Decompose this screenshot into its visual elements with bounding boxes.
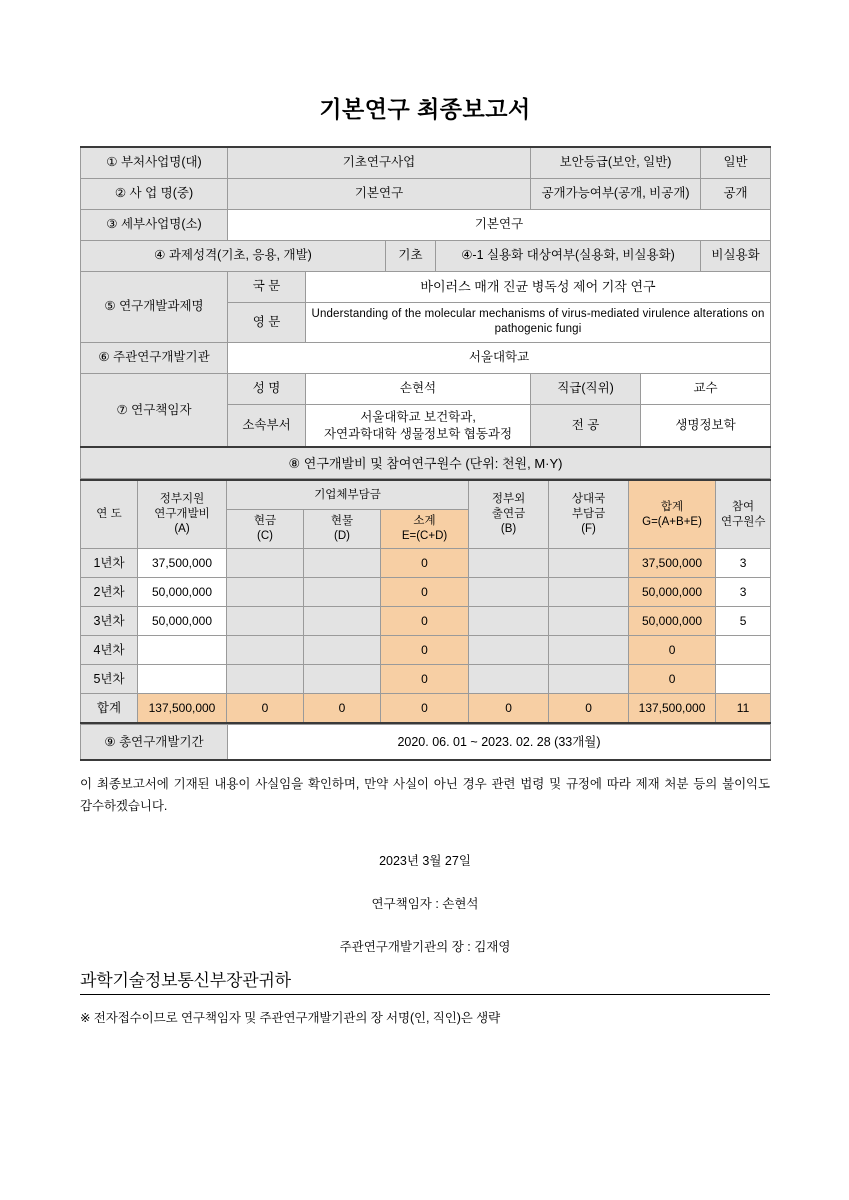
- header-foreign-line3: (F): [581, 523, 596, 536]
- budget-foreign: [549, 578, 629, 607]
- table-row: [81, 665, 771, 694]
- budget-subtotal: 0: [381, 665, 469, 694]
- confirmation-statement: 이 최종보고서에 기재된 내용이 사실임을 확인하며, 만약 사실이 아닌 경우 관련 법령 및 규정에 따라 제재 처분 등의 불이익도 감수하겠습니다.: [80, 777, 770, 814]
- label-project-title: ⑤ 연구개발과제명: [81, 271, 228, 342]
- budget-nongov: [469, 549, 549, 578]
- label-title-korean: 국 문: [228, 271, 306, 302]
- header-inkind-line1: 현물: [330, 515, 354, 528]
- value-public-disclosure: 공개: [701, 178, 771, 209]
- value-pi-major: 생명정보학: [641, 404, 771, 447]
- header-grand-total-line2: G=(A+B+E): [642, 515, 702, 528]
- budget-total-foreign: 0: [549, 694, 629, 724]
- value-title-korean: 바이러스 매개 진균 병독성 제어 기작 연구: [306, 271, 771, 302]
- header-grand-total: [629, 480, 716, 548]
- table-row: [81, 578, 771, 607]
- header-cash-line2: (C): [257, 530, 273, 543]
- table-row-sub-program: [81, 209, 771, 240]
- research-period-table: [80, 724, 771, 761]
- budget-subtotal: 0: [381, 578, 469, 607]
- budget-gov-support: 50,000,000: [138, 607, 227, 636]
- budget-inkind: [304, 578, 381, 607]
- budget-inkind: [304, 549, 381, 578]
- header-year: 연 도: [81, 480, 138, 548]
- label-pi-major: 전 공: [531, 404, 641, 447]
- table-row-research-period: [81, 725, 771, 761]
- budget-inkind: [304, 607, 381, 636]
- budget-nongov: [469, 665, 549, 694]
- header-researchers-line1: 참여: [731, 500, 755, 513]
- header-researchers: [716, 480, 771, 548]
- label-pi-department: 소속부서: [228, 404, 306, 447]
- budget-total: 0: [629, 665, 716, 694]
- header-nongov-line2: 출연금: [491, 508, 526, 521]
- budget-total: 50,000,000: [629, 607, 716, 636]
- label-host-institution: ⑥ 주관연구개발기관: [81, 342, 228, 373]
- budget-nongov: [469, 636, 549, 665]
- budget-inkind: [304, 636, 381, 665]
- budget-cash: [227, 607, 304, 636]
- budget-total-researchers: 11: [716, 694, 771, 724]
- value-pi-name: 손현석: [306, 373, 531, 404]
- header-inkind-line2: (D): [334, 530, 350, 543]
- header-foreign-contribution: [549, 480, 629, 548]
- header-cash: [227, 510, 304, 549]
- value-project-type: 기초: [386, 240, 436, 271]
- header-researchers-line2: 연구원수: [721, 515, 766, 528]
- value-commercialization: 비실용화: [701, 240, 771, 271]
- value-ministry-program: 기초연구사업: [228, 147, 531, 179]
- recipient-suffix: 귀하: [258, 971, 291, 990]
- label-pi-position: 직급(직위): [531, 373, 641, 404]
- header-foreign-line1: 상대국: [571, 493, 606, 506]
- table-row-budget-caption: [81, 447, 771, 479]
- value-research-period: 2020. 06. 01 ~ 2023. 02. 28 (33개월): [228, 725, 771, 761]
- label-project-type: ④ 과제성격(기초, 응용, 개발): [81, 240, 386, 271]
- table-row-program-name: [81, 178, 771, 209]
- budget-cash: [227, 578, 304, 607]
- budget-foreign: [549, 549, 629, 578]
- label-program-name: ② 사 업 명(중): [81, 178, 228, 209]
- recipient-block: [80, 966, 770, 995]
- budget-gov-support: [138, 636, 227, 665]
- budget-total-grand: 137,500,000: [629, 694, 716, 724]
- value-security-grade: 일반: [701, 147, 771, 179]
- label-sub-program: ③ 세부사업명(소): [81, 209, 228, 240]
- budget-year: 1년차: [81, 549, 138, 578]
- recipient-title: 과학기술정보통신부장관: [80, 971, 259, 990]
- table-row: [81, 636, 771, 665]
- label-research-period: ⑨ 총연구개발기간: [81, 725, 228, 761]
- pi-department-line2: 자연과학대학 생물정보학 협동과정: [323, 426, 513, 441]
- project-info-table: [80, 146, 771, 480]
- budget-total-label: 합계: [81, 694, 138, 724]
- budget-researchers: 3: [716, 549, 771, 578]
- label-public-disclosure: 공개가능여부(공개, 비공개): [531, 178, 701, 209]
- table-row-ministry-program: [81, 147, 771, 179]
- budget-gov-support: 37,500,000: [138, 549, 227, 578]
- budget-gov-support: 50,000,000: [138, 578, 227, 607]
- label-commercialization: ④-1 실용화 대상여부(실용화, 비실용화): [436, 240, 701, 271]
- header-nongov-line1: 정부외: [491, 493, 526, 506]
- header-nongov-line3: (B): [500, 523, 517, 536]
- header-cash-line1: 현금: [253, 515, 277, 528]
- budget-foreign: [549, 607, 629, 636]
- value-pi-position: 교수: [641, 373, 771, 404]
- table-row-project-title-kor: [81, 271, 771, 302]
- value-pi-department: [306, 404, 531, 447]
- budget-cash: [227, 665, 304, 694]
- budget-researchers: [716, 636, 771, 665]
- budget-researchers: [716, 665, 771, 694]
- signature-principal-investigator: 연구책임자 : 손현석: [371, 897, 479, 911]
- signature-date: 2023년 3월 27일: [379, 854, 471, 868]
- label-pi-name: 성 명: [228, 373, 306, 404]
- label-ministry-program: ① 부처사업명(대): [81, 147, 228, 179]
- budget-total-nongov: 0: [469, 694, 549, 724]
- header-subtotal: [381, 510, 469, 549]
- budget-table: [80, 479, 771, 724]
- budget-year: 3년차: [81, 607, 138, 636]
- budget-subtotal: 0: [381, 549, 469, 578]
- table-row: [81, 607, 771, 636]
- header-subtotal-line1: 소계: [413, 515, 436, 528]
- table-row-pi-name: [81, 373, 771, 404]
- value-title-english: Understanding of the molecular mechanisms of virus-mediated virulence alterations on pathogenic fungi: [306, 302, 771, 342]
- budget-year: 4년차: [81, 636, 138, 665]
- header-gov-support-line1: 정부지원: [159, 493, 205, 506]
- budget-foreign: [549, 636, 629, 665]
- header-subtotal-line2: E=(C+D): [401, 530, 448, 543]
- signature-institution-head: 주관연구개발기관의 장 : 김재영: [339, 940, 511, 954]
- budget-researchers: 3: [716, 578, 771, 607]
- budget-nongov: [469, 578, 549, 607]
- budget-gov-support: [138, 665, 227, 694]
- budget-cash: [227, 636, 304, 665]
- value-host-institution: 서울대학교: [228, 342, 771, 373]
- budget-total-inkind: 0: [304, 694, 381, 724]
- value-sub-program: 기본연구: [228, 209, 771, 240]
- budget-subtotal: 0: [381, 636, 469, 665]
- table-row: [81, 549, 771, 578]
- header-inkind: [304, 510, 381, 549]
- budget-year: 2년차: [81, 578, 138, 607]
- budget-total-gov-support: 137,500,000: [138, 694, 227, 724]
- label-principal-investigator: ⑦ 연구책임자: [81, 373, 228, 447]
- budget-nongov: [469, 607, 549, 636]
- header-company-contribution-group: 기업체부담금: [227, 480, 469, 510]
- document-body: [80, 0, 770, 1039]
- value-program-name: 기본연구: [228, 178, 531, 209]
- budget-total: 50,000,000: [629, 578, 716, 607]
- budget-cash: [227, 549, 304, 578]
- footnote-note: ※ 전자접수이므로 연구책임자 및 주관연구개발기관의 장 서명(인, 직인)은 생략: [80, 1011, 501, 1025]
- budget-total-subtotal: 0: [381, 694, 469, 724]
- header-grand-total-line1: 합계: [660, 500, 684, 513]
- budget-caption: ⑧ 연구개발비 및 참여연구원수 (단위: 천원, M·Y): [81, 447, 771, 479]
- header-gov-support-line2: 연구개발비: [154, 508, 210, 521]
- label-security-grade: 보안등급(보안, 일반): [531, 147, 701, 179]
- header-gov-support: [138, 480, 227, 548]
- header-gov-support-line3: (A): [174, 523, 190, 536]
- label-title-english: 영 문: [228, 302, 306, 342]
- budget-inkind: [304, 665, 381, 694]
- budget-total-row: [81, 694, 771, 724]
- budget-researchers: 5: [716, 607, 771, 636]
- budget-foreign: [549, 665, 629, 694]
- pi-department-line1: 서울대학교 보건학과,: [360, 409, 476, 424]
- budget-total: 37,500,000: [629, 549, 716, 578]
- header-foreign-line2: 부담금: [571, 508, 606, 521]
- header-nongov-contribution: [469, 480, 549, 548]
- budget-year: 5년차: [81, 665, 138, 694]
- table-row-project-type: [81, 240, 771, 271]
- budget-total: 0: [629, 636, 716, 665]
- budget-total-cash: 0: [227, 694, 304, 724]
- budget-subtotal: 0: [381, 607, 469, 636]
- page-title: 기본연구 최종보고서: [319, 96, 531, 122]
- budget-header-row-1: [81, 480, 771, 510]
- table-row-host-institution: [81, 342, 771, 373]
